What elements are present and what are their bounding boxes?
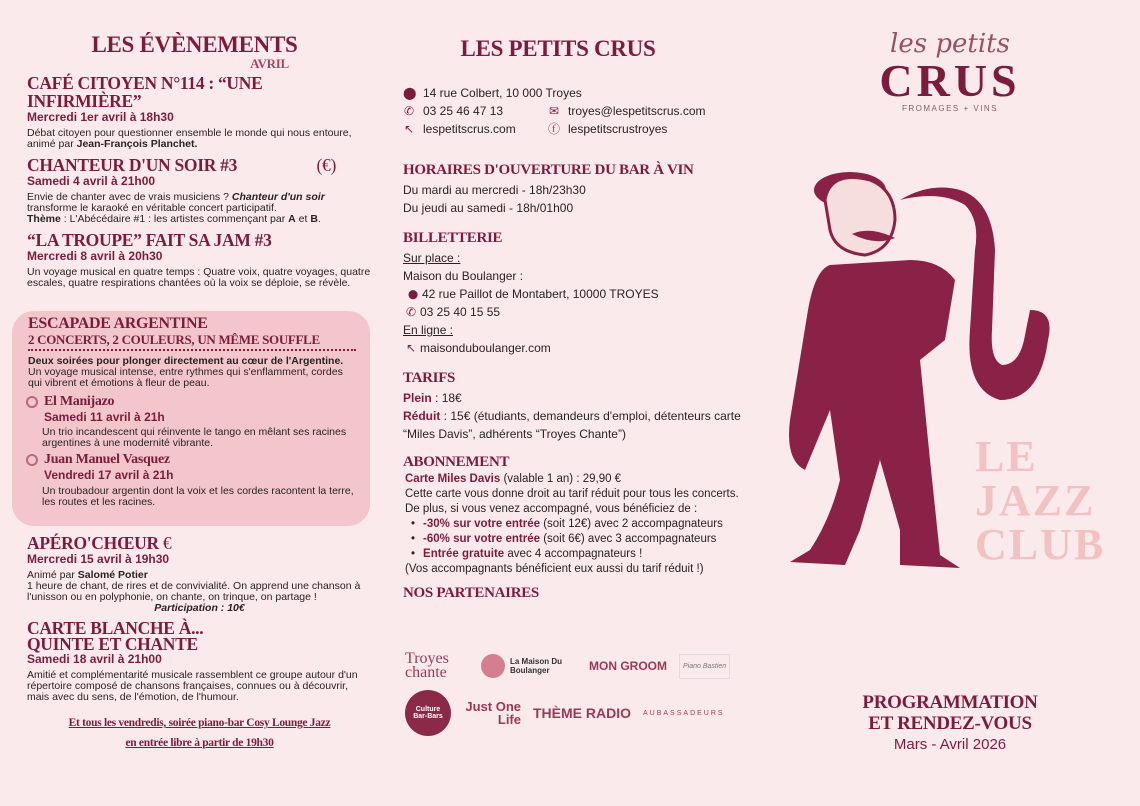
concert-date: Vendredi 17 avril à 21h	[44, 468, 174, 482]
partner-logo-piano-bastien: Piano Bastien	[679, 654, 730, 679]
event-title: CHANTEUR D'UN SOIR #3 (€)	[27, 155, 336, 175]
event-description: Amitié et complémentarité musicale rassemblent ce groupe autour d'un répertoire composé de chansons françaises, connues ou à découvrir, mais avec du sens, de l'émotion, de l'humour.	[27, 669, 358, 703]
facebook-icon: ⓕ	[548, 122, 561, 136]
jazz-club-title	[975, 432, 1106, 569]
abonnement-section	[403, 455, 743, 577]
partner-logo-just-one-life: Just One Life	[465, 699, 521, 727]
friday-piano-bar-note: Et tous les vendredis, soirée piano-bar Cosy Lounge Jazz en entrée libre à partir de 19h30	[68, 717, 331, 749]
logo-script: les petits	[890, 29, 1010, 59]
partner-logos	[405, 652, 750, 736]
link-icon	[26, 454, 38, 466]
event-date: Mercredi 1er avril à 18h30	[27, 110, 174, 124]
cursor-icon: ↖	[403, 122, 415, 136]
event-description: Envie de chanter avec de vrais musiciens ? Chanteur d'un soir transforme le karaoké en véritable concert participatif. Thème : L'Abécédaire #1 : les artistes commençant par A et B.	[27, 191, 325, 225]
event-title: APÉRO'CHŒUR €	[27, 533, 172, 553]
cursor-icon: ↖	[405, 341, 417, 355]
phone-icon: ✆	[403, 104, 415, 118]
logo-tagline: FROMAGES + VINS	[901, 104, 999, 113]
facebook-link[interactable]: lespetitscrustroyes	[568, 122, 668, 136]
phone[interactable]: 03 25 46 47 13	[423, 104, 504, 118]
event-date: Mercredi 15 avril à 19h30	[27, 552, 170, 566]
link-icon	[26, 396, 38, 408]
concert-name: Juan Manuel Vasquez	[44, 452, 170, 467]
email-link[interactable]: troyes@lespetitscrus.com	[568, 104, 706, 118]
jazz-line: JAZZ	[975, 476, 1096, 525]
phone-icon: ✆	[405, 305, 417, 319]
tarif-plein: Plein : 18€	[403, 391, 462, 405]
event-cafe-citoyen	[27, 74, 372, 150]
tarifs-title: TARIFS	[403, 370, 456, 386]
concert-description: Un troubadour argentin dont la voix et les cordes racontent la terre, les routes et les racines.	[42, 485, 354, 508]
website-link[interactable]: lespetitscrus.com	[423, 122, 516, 136]
programme-title	[845, 692, 1055, 753]
dotted-divider	[28, 349, 356, 351]
discount-item: • Entrée gratuite avec 4 accompagnateurs !	[411, 547, 743, 562]
discount-list	[405, 517, 743, 562]
face	[825, 178, 895, 256]
les-petits-crus-logo	[860, 30, 1040, 113]
card-description: De plus, si vous venez accompagné, vous bénéficiez de :	[405, 503, 698, 515]
concert-name: El Manijazo	[44, 394, 115, 409]
programme-line: ET RENDEZ-VOUS	[868, 713, 1032, 734]
event-title: CARTE BLANCHE À... QUINTE ET CHANTE	[27, 618, 204, 654]
hours-section	[403, 162, 743, 217]
concert-juan-manuel-vasquez	[26, 452, 356, 508]
venue-website-link[interactable]: maisonduboulanger.com	[420, 341, 551, 355]
card-note: (Vos accompagnants bénéficient eux aussi du tarif réduit !)	[405, 563, 704, 575]
events-heading: LES ÉVÈNEMENTS	[91, 32, 298, 57]
event-troupe	[27, 231, 372, 289]
price-badge: (€)	[316, 155, 336, 175]
event-description: Débat citoyen pour questionner ensemble le monde qui nous entoure, animé par Jean-François Planchet.	[27, 127, 352, 150]
event-title: CAFÉ CITOYEN N°114 : “UNE INFIRMIÈRE”	[27, 73, 263, 111]
programme-line: PROGRAMMATION	[862, 692, 1038, 713]
address: 14 rue Colbert, 10 000 Troyes	[423, 86, 582, 100]
card-description: Cette carte vous donne droit au tarif réduit pour tous les concerts.	[405, 488, 739, 500]
tickets-title: BILLETTERIE	[403, 230, 503, 246]
events-month: AVRIL	[250, 56, 289, 71]
logo-main: CRUS	[879, 55, 1021, 106]
event-date: Samedi 4 avril à 21h00	[27, 174, 156, 188]
info-column	[403, 36, 743, 604]
online-label: En ligne :	[403, 323, 454, 337]
events-title	[17, 32, 372, 70]
concert-el-manijazo	[26, 394, 356, 449]
event-description: Un voyage musical en quatre temps : Quatre voix, quatre voyages, quatre escales, quatre respirations chantées où la voix se déploie, se révèle.	[27, 266, 371, 289]
partner-logo-theme-radio: THÈME RADIO	[533, 705, 631, 721]
escapade-box	[12, 311, 370, 526]
partner-logo-troyes-chante: Troyes chante	[405, 650, 449, 681]
card-price: Carte Miles Davis (valable 1 an) : 29,90 €	[405, 473, 622, 485]
tickets-section	[403, 229, 743, 357]
partners-title: NOS PARTENAIRES	[403, 585, 539, 601]
partner-logo-maison-boulanger: La Maison Du Boulanger	[510, 657, 563, 675]
contact-block	[403, 84, 743, 138]
hours-line: Du mardi au mercredi - 18h/23h30	[403, 183, 586, 197]
tarif-reduit: Réduit : 15€ (étudiants, demandeurs d'emploi, détenteurs carte “Miles Davis”, adhérents “Troyes Chante”)	[403, 409, 741, 441]
hours-line: Du jeudi au samedi - 18h/01h00	[403, 201, 574, 215]
event-carte-blanche	[27, 620, 372, 703]
events-column	[27, 32, 372, 295]
events-column-lower	[27, 534, 372, 753]
event-apero-choeur	[27, 534, 372, 614]
discount-item: • -30% sur votre entrée (soit 12€) avec 2 accompagnateurs	[411, 517, 743, 532]
jazz-line: CLUB	[975, 520, 1106, 569]
info-title: LES PETITS CRUS	[460, 36, 656, 61]
escapade-intro: Deux soirées pour plonger directement au cœur de l'Argentine. Un voyage musical intense, entre rythmes qui s'enflamment, cordes qui vibrent et émotions à fleur de peau.	[28, 355, 344, 389]
jazz-line: LE	[975, 432, 1038, 481]
partner-logo-culture-bar-bars: Culture Bar-Bars	[405, 690, 451, 736]
hours-title: HORAIRES D'OUVERTURE DU BAR À VIN	[403, 162, 694, 178]
event-date: Mercredi 8 avril à 20h30	[27, 249, 163, 263]
escapade-subtitle: 2 CONCERTS, 2 COULEURS, UN MÊME SOUFFLE	[28, 332, 320, 347]
concert-description: Un trio incandescent qui réinvente le tango en mêlant ses racines argentines à une modernité vibrante.	[42, 426, 347, 449]
discount-item: • -60% sur votre entrée (soit 6€) avec 3 accompagnateurs	[411, 532, 743, 547]
event-description: Animé par Salomé Potier 1 heure de chant, de rires et de convivialité. On apprend une chanson à l'unisson ou en polyphonie, on chante, on trinque, on partage ! Participation : 10€	[27, 569, 361, 614]
concert-date: Samedi 11 avril à 21h	[44, 410, 165, 424]
body	[789, 260, 960, 568]
abonnement-title: ABONNEMENT	[403, 454, 510, 470]
tarifs-section	[403, 369, 743, 443]
venue-phone[interactable]: 03 25 40 15 55	[420, 305, 501, 319]
map-pin-icon: ⬤	[407, 289, 419, 299]
mail-icon: ✉	[548, 104, 560, 118]
event-chanteur	[27, 156, 372, 225]
venue-address: 42 rue Paillot de Montabert, 10000 TROYES	[422, 287, 659, 301]
venue: Maison du Boulanger :	[403, 269, 524, 283]
onsite-label: Sur place :	[403, 251, 461, 265]
maison-boulanger-logo-icon	[481, 654, 505, 678]
event-title: “LA TROUPE” FAIT SA JAM #3	[27, 230, 272, 250]
event-date: Samedi 18 avril à 21h00	[27, 652, 162, 666]
programme-period: Mars - Avril 2026	[893, 736, 1007, 753]
map-pin-icon: ⬤	[403, 86, 417, 100]
partner-logo-aubassadeurs: AUBASSADEURS	[643, 709, 725, 717]
escapade-title: ESCAPADE ARGENTINE	[28, 315, 208, 332]
partner-logo-mon-groom: MON GROOM	[589, 659, 667, 673]
